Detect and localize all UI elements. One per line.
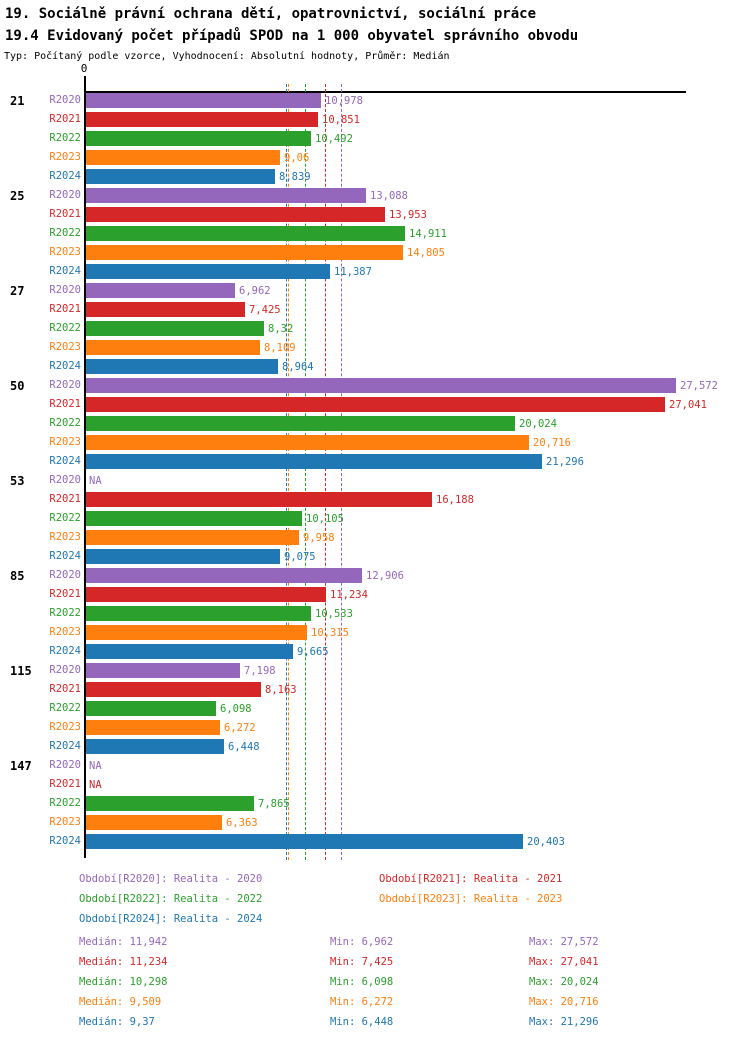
value-label-53-R2023: 9,958 <box>303 532 335 544</box>
bar-27-R2022 <box>86 321 264 336</box>
value-label-147-R2024: 20,403 <box>527 836 565 848</box>
bar-25-R2021 <box>86 207 385 222</box>
bar-85-R2023 <box>86 625 307 640</box>
group-label-21: 21 <box>10 94 25 108</box>
row-label-25-R2021: R2021 <box>49 208 81 220</box>
row-label-25-R2022: R2022 <box>49 227 81 239</box>
row-label-147-R2022: R2022 <box>49 797 81 809</box>
bar-115-R2020 <box>86 663 240 678</box>
bar-21-R2024 <box>86 169 275 184</box>
group-label-147: 147 <box>10 759 32 773</box>
row-label-25-R2023: R2023 <box>49 246 81 258</box>
value-label-85-R2023: 10,315 <box>311 627 349 639</box>
bar-50-R2024 <box>86 454 542 469</box>
value-label-21-R2022: 10,492 <box>315 133 353 145</box>
row-label-85-R2021: R2021 <box>49 588 81 600</box>
bar-27-R2021 <box>86 302 245 317</box>
row-label-53-R2020: R2020 <box>49 474 81 486</box>
row-label-27-R2022: R2022 <box>49 322 81 334</box>
value-label-25-R2024: 11,387 <box>334 266 372 278</box>
chapter-title: 19. Sociálně právní ochrana dětí, opatrovnictví, sociální práce <box>5 6 537 22</box>
value-label-115-R2021: 8,163 <box>265 684 297 696</box>
row-label-85-R2024: R2024 <box>49 645 81 657</box>
row-label-115-R2021: R2021 <box>49 683 81 695</box>
bar-25-R2022 <box>86 226 405 241</box>
stat-min-R2022: Min: 6,098 <box>330 976 394 988</box>
bar-27-R2020 <box>86 283 235 298</box>
stat-min-R2024: Min: 6,448 <box>330 1016 394 1028</box>
na-label-147-R2020: NA <box>89 760 102 772</box>
group-label-53: 53 <box>10 474 25 488</box>
value-label-25-R2022: 14,911 <box>409 228 447 240</box>
stat-min-R2021: Min: 7,425 <box>330 956 394 968</box>
bar-21-R2020 <box>86 93 321 108</box>
value-label-21-R2024: 8,839 <box>279 171 311 183</box>
row-label-115-R2022: R2022 <box>49 702 81 714</box>
value-label-85-R2021: 11,234 <box>330 589 368 601</box>
value-label-147-R2023: 6,363 <box>226 817 258 829</box>
row-label-115-R2023: R2023 <box>49 721 81 733</box>
bar-147-R2022 <box>86 796 254 811</box>
row-label-53-R2023: R2023 <box>49 531 81 543</box>
row-label-25-R2024: R2024 <box>49 265 81 277</box>
row-label-147-R2020: R2020 <box>49 759 81 771</box>
stat-median-R2020: Medián: 11,942 <box>79 936 168 948</box>
value-label-115-R2024: 6,448 <box>228 741 260 753</box>
bar-85-R2024 <box>86 644 293 659</box>
bar-50-R2023 <box>86 435 529 450</box>
row-label-85-R2023: R2023 <box>49 626 81 638</box>
bar-53-R2024 <box>86 549 280 564</box>
row-label-147-R2023: R2023 <box>49 816 81 828</box>
row-label-85-R2022: R2022 <box>49 607 81 619</box>
row-label-50-R2023: R2023 <box>49 436 81 448</box>
bar-85-R2021 <box>86 587 326 602</box>
value-label-85-R2020: 12,906 <box>366 570 404 582</box>
legend-item-R2023: Období[R2023]: Realita - 2023 <box>379 893 563 905</box>
row-label-21-R2022: R2022 <box>49 132 81 144</box>
row-label-25-R2020: R2020 <box>49 189 81 201</box>
value-label-115-R2020: 7,198 <box>244 665 276 677</box>
value-label-21-R2023: 9,06 <box>284 152 310 164</box>
stat-max-R2023: Max: 20,716 <box>529 996 599 1008</box>
stat-max-R2021: Max: 27,041 <box>529 956 599 968</box>
value-label-27-R2023: 8,109 <box>264 342 296 354</box>
row-label-21-R2020: R2020 <box>49 94 81 106</box>
row-label-115-R2024: R2024 <box>49 740 81 752</box>
value-label-115-R2023: 6,272 <box>224 722 256 734</box>
row-label-147-R2024: R2024 <box>49 835 81 847</box>
value-label-21-R2021: 10,851 <box>322 114 360 126</box>
row-label-50-R2024: R2024 <box>49 455 81 467</box>
stat-median-R2024: Medián: 9,37 <box>79 1016 155 1028</box>
row-label-27-R2020: R2020 <box>49 284 81 296</box>
value-label-147-R2022: 7,865 <box>258 798 290 810</box>
value-label-27-R2022: 8,32 <box>268 323 294 335</box>
na-label-53-R2020: NA <box>89 475 102 487</box>
value-label-25-R2021: 13,953 <box>389 209 427 221</box>
stat-max-R2020: Max: 27,572 <box>529 936 599 948</box>
legend-item-R2022: Období[R2022]: Realita - 2022 <box>79 893 263 905</box>
stat-median-R2023: Medián: 9,509 <box>79 996 162 1008</box>
value-label-85-R2022: 10,533 <box>315 608 353 620</box>
value-label-53-R2021: 16,188 <box>436 494 474 506</box>
value-label-115-R2022: 6,098 <box>220 703 252 715</box>
bar-53-R2021 <box>86 492 432 507</box>
bar-115-R2022 <box>86 701 216 716</box>
value-label-53-R2024: 9,075 <box>284 551 316 563</box>
stat-max-R2022: Max: 20,024 <box>529 976 599 988</box>
bar-21-R2021 <box>86 112 318 127</box>
value-label-85-R2024: 9,665 <box>297 646 329 658</box>
bar-25-R2020 <box>86 188 366 203</box>
row-label-85-R2020: R2020 <box>49 569 81 581</box>
bar-21-R2022 <box>86 131 311 146</box>
bar-147-R2023 <box>86 815 222 830</box>
stat-median-R2021: Medián: 11,234 <box>79 956 168 968</box>
group-label-115: 115 <box>10 664 32 678</box>
legend-item-R2024: Období[R2024]: Realita - 2024 <box>79 913 263 925</box>
value-label-27-R2024: 8,964 <box>282 361 314 373</box>
row-label-50-R2021: R2021 <box>49 398 81 410</box>
row-label-27-R2021: R2021 <box>49 303 81 315</box>
bar-85-R2020 <box>86 568 362 583</box>
row-label-21-R2021: R2021 <box>49 113 81 125</box>
indicator-title: 19.4 Evidovaný počet případů SPOD na 1 000 obyvatel správního obvodu <box>5 28 579 44</box>
row-label-147-R2021: R2021 <box>49 778 81 790</box>
value-label-25-R2020: 13,088 <box>370 190 408 202</box>
row-label-21-R2024: R2024 <box>49 170 81 182</box>
bar-25-R2024 <box>86 264 330 279</box>
value-label-27-R2021: 7,425 <box>249 304 281 316</box>
value-label-25-R2023: 14,805 <box>407 247 445 259</box>
legend-item-R2020: Období[R2020]: Realita - 2020 <box>79 873 263 885</box>
bar-50-R2021 <box>86 397 665 412</box>
axis-origin-label: 0 <box>80 62 88 75</box>
bar-50-R2022 <box>86 416 515 431</box>
value-label-53-R2022: 10,105 <box>306 513 344 525</box>
row-label-27-R2024: R2024 <box>49 360 81 372</box>
indicator-meta: Typ: Počítaný podle vzorce, Vyhodnocení: Absolutní hodnoty, Průměr: Medián <box>4 51 450 62</box>
value-label-50-R2024: 21,296 <box>546 456 584 468</box>
value-label-50-R2023: 20,716 <box>533 437 571 449</box>
group-label-27: 27 <box>10 284 25 298</box>
row-label-53-R2024: R2024 <box>49 550 81 562</box>
na-label-147-R2021: NA <box>89 779 102 791</box>
bar-115-R2024 <box>86 739 224 754</box>
bar-25-R2023 <box>86 245 403 260</box>
value-label-27-R2020: 6,962 <box>239 285 271 297</box>
group-label-85: 85 <box>10 569 25 583</box>
bar-85-R2022 <box>86 606 311 621</box>
bar-115-R2021 <box>86 682 261 697</box>
bar-115-R2023 <box>86 720 220 735</box>
bar-27-R2024 <box>86 359 278 374</box>
row-label-53-R2021: R2021 <box>49 493 81 505</box>
bar-53-R2022 <box>86 511 302 526</box>
value-label-50-R2021: 27,041 <box>669 399 707 411</box>
value-label-21-R2020: 10,978 <box>325 95 363 107</box>
row-label-50-R2022: R2022 <box>49 417 81 429</box>
row-label-53-R2022: R2022 <box>49 512 81 524</box>
group-label-25: 25 <box>10 189 25 203</box>
stat-max-R2024: Max: 21,296 <box>529 1016 599 1028</box>
stat-min-R2020: Min: 6,962 <box>330 936 394 948</box>
bar-53-R2023 <box>86 530 299 545</box>
value-label-50-R2022: 20,024 <box>519 418 557 430</box>
legend-item-R2021: Období[R2021]: Realita - 2021 <box>379 873 563 885</box>
row-label-21-R2023: R2023 <box>49 151 81 163</box>
bar-50-R2020 <box>86 378 676 393</box>
bar-21-R2023 <box>86 150 280 165</box>
stat-median-R2022: Medián: 10,298 <box>79 976 168 988</box>
row-label-115-R2020: R2020 <box>49 664 81 676</box>
bar-147-R2024 <box>86 834 523 849</box>
row-label-50-R2020: R2020 <box>49 379 81 391</box>
bar-27-R2023 <box>86 340 260 355</box>
row-label-27-R2023: R2023 <box>49 341 81 353</box>
stat-min-R2023: Min: 6,272 <box>330 996 394 1008</box>
value-label-50-R2020: 27,572 <box>680 380 718 392</box>
group-label-50: 50 <box>10 379 25 393</box>
